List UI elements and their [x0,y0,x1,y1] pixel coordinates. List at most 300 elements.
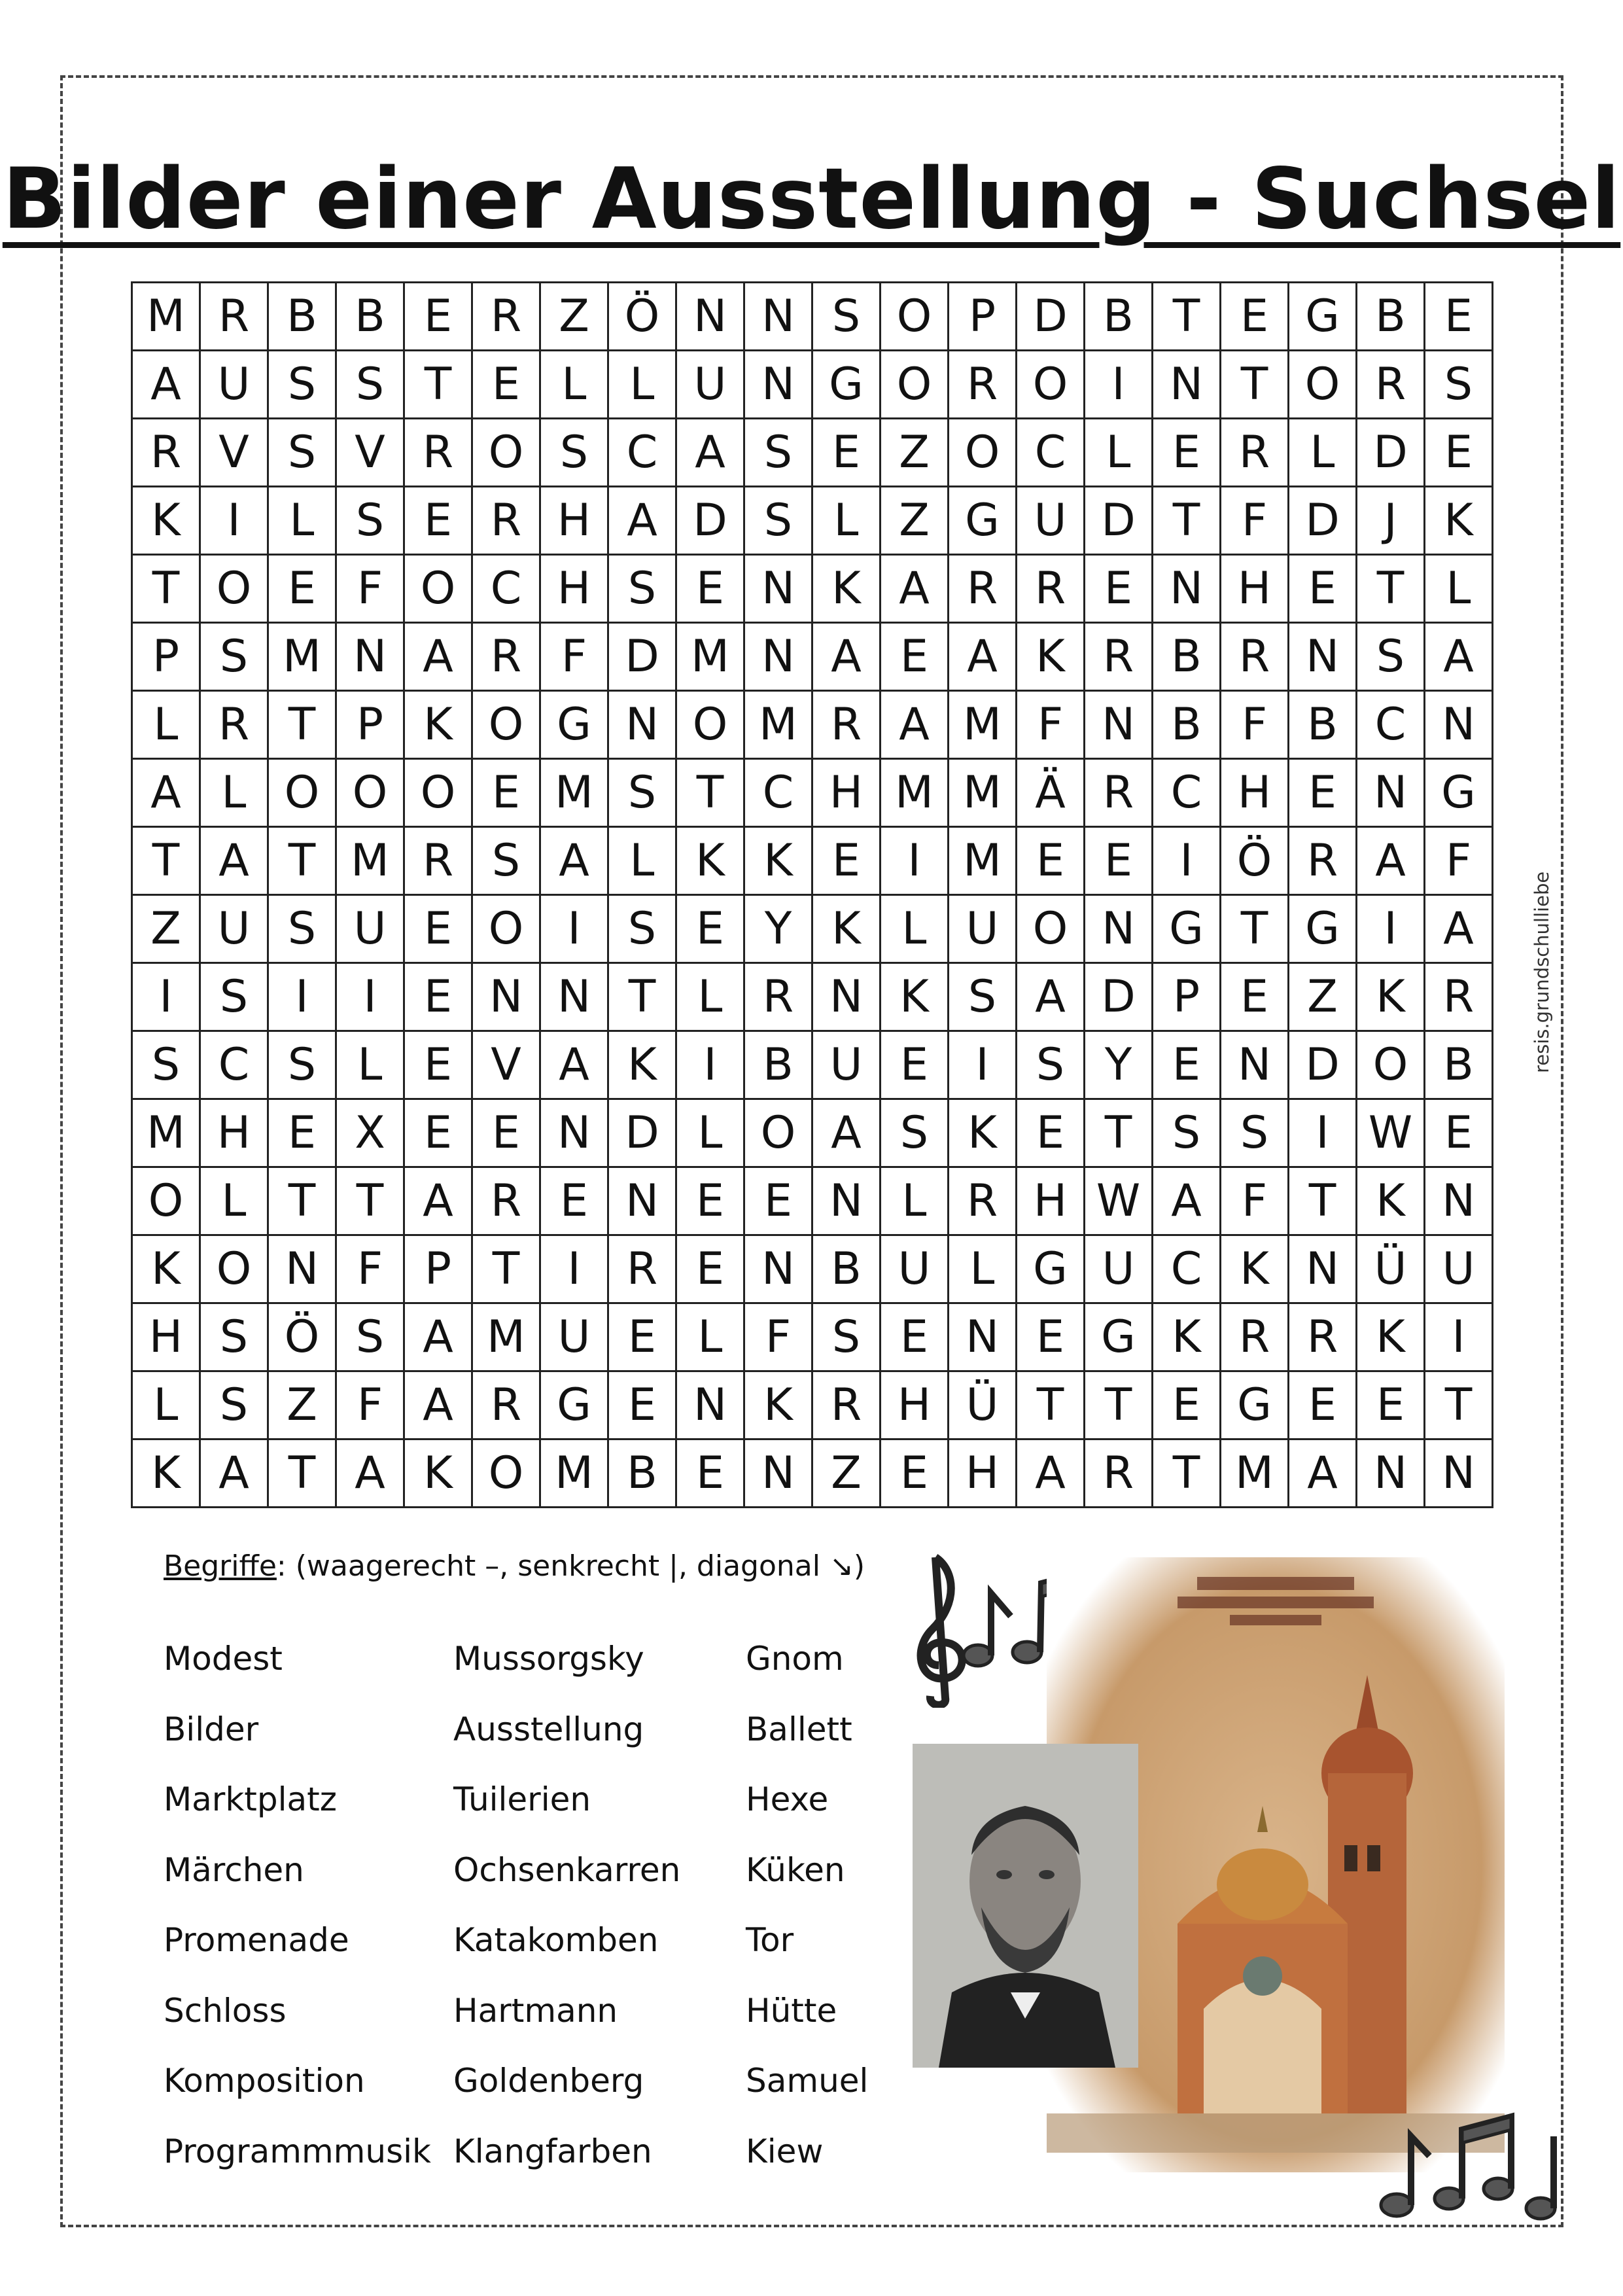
grid-cell: E [812,827,881,895]
grid-cell: O [676,691,744,759]
grid-cell: L [676,1099,744,1167]
grid-cell: T [268,691,336,759]
grid-cell: B [1153,691,1221,759]
grid-cell: S [1017,1031,1085,1099]
grid-cell: O [1289,351,1357,419]
grid-cell: Ö [268,1303,336,1371]
grid-cell: U [881,1235,949,1303]
grid-cell: R [608,1235,676,1303]
grid-cell: U [336,895,404,963]
grid-cell: N [1357,759,1425,827]
grid-cell: Z [881,419,949,487]
grid-cell: L [540,351,608,419]
grid-cell: N [540,1099,608,1167]
grid-row [132,623,1493,691]
grid-cell: R [472,1167,540,1235]
grid-cell: A [404,1167,472,1235]
grid-cell: T [404,351,472,419]
grid-cell: Y [1085,1031,1153,1099]
grid-cell: E [881,1439,949,1508]
grid-cell: E [1425,419,1493,487]
grid-cell: P [404,1235,472,1303]
grid-row [132,895,1493,963]
grid-cell: H [540,555,608,623]
grid-cell: U [949,895,1017,963]
grid-cell: J [1357,487,1425,555]
word-column-2 [453,1636,680,2199]
grid-cell: N [1425,691,1493,759]
grid-cell: S [268,895,336,963]
grid-cell: U [540,1303,608,1371]
grid-cell: I [1357,895,1425,963]
word-item: Ballett [746,1710,852,1748]
grid-cell: R [1017,555,1085,623]
grid-cell: G [1085,1303,1153,1371]
grid-cell: R [472,623,540,691]
word-list [164,1636,916,2199]
grid-cell: L [1289,419,1357,487]
word-item: Hütte [746,1991,837,2030]
grid-cell: N [472,963,540,1031]
grid-cell: P [949,283,1017,351]
music-notes-bottom-icon [1374,2091,1563,2228]
grid-cell: R [812,691,881,759]
grid-cell: D [1085,963,1153,1031]
grid-cell: E [1017,1303,1085,1371]
grid-cell: K [744,827,812,895]
grid-cell: E [1085,827,1153,895]
grid-cell: O [1017,351,1085,419]
grid-cell: E [1357,1371,1425,1439]
word-column-3 [746,1636,868,2199]
grid-cell: Z [1289,963,1357,1031]
grid-cell: S [1357,623,1425,691]
grid-cell: A [404,623,472,691]
grid-row [132,1235,1493,1303]
grid-row [132,419,1493,487]
grid-cell: T [1221,895,1289,963]
grid-cell: Ö [608,283,676,351]
grid-cell: N [676,1371,744,1439]
grid-cell: O [472,1439,540,1508]
grid-cell: U [676,351,744,419]
grid-cell: F [336,555,404,623]
grid-cell: U [812,1031,881,1099]
grid-cell: I [540,895,608,963]
grid-cell: K [1357,963,1425,1031]
grid-cell: E [1221,283,1289,351]
word-item: Komposition [164,2062,365,2100]
grid-cell: K [744,1371,812,1439]
grid-cell: N [336,623,404,691]
grid-cell: T [268,1439,336,1508]
grid-cell: R [1357,351,1425,419]
grid-cell: G [1425,759,1493,827]
grid-cell: A [1357,827,1425,895]
grid-row [132,827,1493,895]
instructions-lead: Begriffe [164,1549,277,1583]
word-item: Ausstellung [453,1710,644,1748]
word-item: Bilder [164,1710,259,1748]
grid-cell: Ä [1017,759,1085,827]
grid-cell: H [881,1371,949,1439]
grid-cell: I [1085,351,1153,419]
grid-cell: S [812,1303,881,1371]
grid-cell: T [1425,1371,1493,1439]
grid-cell: A [404,1371,472,1439]
grid-cell: O [132,1167,200,1235]
grid-cell: O [404,759,472,827]
grid-cell: B [812,1235,881,1303]
grid-cell: R [1221,419,1289,487]
grid-cell: N [1425,1167,1493,1235]
instructions [164,1549,865,1583]
grid-cell: A [132,351,200,419]
word-item: Gnom [746,1640,844,1678]
grid-cell: M [949,827,1017,895]
word-item: Promenade [164,1921,349,1959]
grid-cell: E [881,1303,949,1371]
grid-row [132,1371,1493,1439]
grid-cell: C [1153,1235,1221,1303]
grid-cell: F [1425,827,1493,895]
grid-cell: B [744,1031,812,1099]
grid-cell: O [1017,895,1085,963]
grid-cell: C [744,759,812,827]
grid-cell: W [1357,1099,1425,1167]
grid-cell: K [132,487,200,555]
grid-cell: B [336,283,404,351]
grid-cell: R [812,1371,881,1439]
grid-cell: T [132,827,200,895]
grid-cell: M [472,1303,540,1371]
grid-cell: Z [540,283,608,351]
grid-cell: D [1085,487,1153,555]
grid-cell: S [336,351,404,419]
grid-cell: N [812,1167,881,1235]
grid-cell: R [949,555,1017,623]
grid-cell: U [1425,1235,1493,1303]
grid-cell: K [881,963,949,1031]
grid-cell: M [949,759,1017,827]
grid-cell: K [404,691,472,759]
word-item: Katakomben [453,1921,659,1959]
grid-cell: O [881,283,949,351]
grid-cell: B [608,1439,676,1508]
grid-cell: O [268,759,336,827]
grid-cell: M [540,759,608,827]
grid-cell: L [1085,419,1153,487]
grid-cell: G [949,487,1017,555]
grid-cell: V [200,419,268,487]
grid-cell: E [1017,827,1085,895]
grid-cell: O [472,895,540,963]
grid-cell: A [1017,1439,1085,1508]
grid-row [132,555,1493,623]
grid-cell: O [404,555,472,623]
grid-cell: H [949,1439,1017,1508]
grid-cell: R [1425,963,1493,1031]
grid-cell: L [200,1167,268,1235]
grid-cell: K [132,1439,200,1508]
grid-cell: S [1425,351,1493,419]
grid-cell: E [676,895,744,963]
grid-cell: B [1289,691,1357,759]
grid-cell: O [200,555,268,623]
grid-cell: C [472,555,540,623]
grid-cell: T [1085,1371,1153,1439]
grid-cell: O [472,419,540,487]
grid-cell: R [1289,1303,1357,1371]
grid-cell: E [472,759,540,827]
grid-cell: E [676,1439,744,1508]
grid-cell: R [1085,623,1153,691]
grid-cell: N [949,1303,1017,1371]
grid-cell: E [881,1031,949,1099]
grid-cell: T [1357,555,1425,623]
grid-cell: R [472,283,540,351]
grid-cell: E [676,1167,744,1235]
grid-row [132,963,1493,1031]
grid-cell: N [1153,351,1221,419]
grid-cell: B [1357,283,1425,351]
grid-cell: T [268,1167,336,1235]
grid-cell: S [132,1031,200,1099]
grid-cell: M [336,827,404,895]
grid-cell: U [200,351,268,419]
grid-cell: T [608,963,676,1031]
word-item: Tor [746,1921,794,1959]
grid-cell: K [812,555,881,623]
grid-cell: M [949,691,1017,759]
grid-cell: A [540,827,608,895]
grid-cell: F [336,1371,404,1439]
grid-cell: G [1221,1371,1289,1439]
grid-cell: I [268,963,336,1031]
word-item: Samuel [746,2062,869,2100]
grid-cell: A [1425,895,1493,963]
grid-cell: T [336,1167,404,1235]
grid-cell: H [540,487,608,555]
grid-cell: G [540,691,608,759]
grid-row [132,691,1493,759]
grid-cell: T [268,827,336,895]
grid-cell: O [200,1235,268,1303]
grid-cell: D [608,623,676,691]
grid-cell: S [949,963,1017,1031]
grid-cell: H [1221,555,1289,623]
grid-cell: L [268,487,336,555]
grid-cell: E [608,1303,676,1371]
grid-cell: F [540,623,608,691]
grid-cell: E [1153,1371,1221,1439]
grid-cell: C [1017,419,1085,487]
grid-cell: K [1017,623,1085,691]
grid-cell: G [1289,895,1357,963]
grid-cell: L [676,1303,744,1371]
grid-cell: B [1425,1031,1493,1099]
composer-portrait-image [913,1744,1138,2068]
grid-cell: T [1153,1439,1221,1508]
grid-cell: F [1221,487,1289,555]
grid-row [132,1031,1493,1099]
grid-cell: E [881,623,949,691]
word-item: Märchen [164,1850,304,1889]
grid-cell: E [676,555,744,623]
grid-cell: U [1085,1235,1153,1303]
grid-cell: F [1017,691,1085,759]
grid-cell: E [268,1099,336,1167]
grid-cell: K [608,1031,676,1099]
grid-cell: N [268,1235,336,1303]
grid-cell: F [744,1303,812,1371]
grid-cell: E [1153,1031,1221,1099]
grid-cell: U [200,895,268,963]
word-item: Klangfarben [453,2132,652,2170]
grid-cell: P [132,623,200,691]
grid-cell: N [1085,895,1153,963]
grid-cell: E [404,895,472,963]
grid-row [132,487,1493,555]
grid-cell: S [268,351,336,419]
grid-cell: R [200,283,268,351]
grid-cell: A [200,827,268,895]
grid-cell: E [472,1099,540,1167]
grid-cell: R [472,1371,540,1439]
grid-cell: E [608,1371,676,1439]
grid-cell: O [472,691,540,759]
grid-cell: E [1221,963,1289,1031]
word-item: Programmmusik [164,2132,431,2170]
grid-cell: R [200,691,268,759]
grid-cell: P [336,691,404,759]
grid-cell: E [404,1099,472,1167]
grid-cell: K [812,895,881,963]
grid-cell: C [1153,759,1221,827]
grid-row [132,1099,1493,1167]
grid-cell: N [1289,1235,1357,1303]
grid-cell: E [1289,555,1357,623]
grid-cell: A [540,1031,608,1099]
grid-cell: A [949,623,1017,691]
grid-cell: T [132,555,200,623]
grid-cell: Ü [949,1371,1017,1439]
grid-cell: E [404,1031,472,1099]
grid-cell: E [676,1235,744,1303]
grid-cell: N [812,963,881,1031]
grid-cell: T [1221,351,1289,419]
grid-cell: E [1017,1099,1085,1167]
grid-cell: S [200,623,268,691]
grid-cell: O [336,759,404,827]
grid-cell: M [744,691,812,759]
grid-cell: L [881,895,949,963]
grid-cell: H [812,759,881,827]
grid-cell: A [1289,1439,1357,1508]
word-item: Hexe [746,1780,829,1818]
grid-cell: N [1085,691,1153,759]
grid-cell: L [812,487,881,555]
grid-cell: L [676,963,744,1031]
grid-cell: X [336,1099,404,1167]
grid-cell: K [132,1235,200,1303]
instructions-text: : (waagerecht –, senkrecht |, diagonal ↘) [276,1549,865,1583]
grid-cell: K [676,827,744,895]
grid-cell: M [268,623,336,691]
grid-cell: N [540,963,608,1031]
grid-cell: S [744,419,812,487]
grid-cell: D [1017,283,1085,351]
grid-cell: I [1153,827,1221,895]
grid-cell: E [1289,759,1357,827]
word-search-grid [131,281,1493,1508]
grid-cell: H [1221,759,1289,827]
grid-cell: U [1017,487,1085,555]
grid-cell: K [1357,1167,1425,1235]
grid-cell: R [472,487,540,555]
grid-cell: S [744,487,812,555]
grid-cell: T [472,1235,540,1303]
grid-cell: Ü [1357,1235,1425,1303]
grid-cell: N [608,691,676,759]
grid-cell: E [472,351,540,419]
grid-cell: M [132,283,200,351]
grid-cell: S [268,1031,336,1099]
grid-cell: D [1357,419,1425,487]
grid-row [132,1439,1493,1508]
grid-cell: B [1085,283,1153,351]
grid-cell: R [404,827,472,895]
grid-cell: A [1017,963,1085,1031]
grid-cell: K [1221,1235,1289,1303]
word-item: Ochsenkarren [453,1850,681,1889]
grid-cell: M [881,759,949,827]
grid-cell: Z [812,1439,881,1508]
grid-cell: E [1289,1371,1357,1439]
grid-cell: A [881,555,949,623]
grid-cell: N [744,1439,812,1508]
word-item: Hartmann [453,1991,618,2030]
grid-cell: Z [132,895,200,963]
grid-cell: G [1017,1235,1085,1303]
grid-cell: S [812,283,881,351]
grid-cell: G [1153,895,1221,963]
grid-cell: L [132,691,200,759]
grid-cell: F [1221,691,1289,759]
grid-cell: S [1153,1099,1221,1167]
grid-row [132,759,1493,827]
grid-cell: T [1085,1099,1153,1167]
grid-cell: A [404,1303,472,1371]
grid-cell: R [1221,1303,1289,1371]
grid-cell: H [1017,1167,1085,1235]
grid-cell: N [744,1235,812,1303]
grid-cell: T [676,759,744,827]
grid-cell: B [1153,623,1221,691]
grid-cell: T [1017,1371,1085,1439]
grid-cell: N [1289,623,1357,691]
grid-cell: R [744,963,812,1031]
grid-cell: L [1425,555,1493,623]
grid-cell: E [1425,283,1493,351]
grid-cell: Z [268,1371,336,1439]
word-item: Kiew [746,2132,824,2170]
grid-cell: S [200,1371,268,1439]
grid-cell: E [744,1167,812,1235]
grid-cell: N [1153,555,1221,623]
grid-cell: R [1221,623,1289,691]
grid-cell: O [1357,1031,1425,1099]
